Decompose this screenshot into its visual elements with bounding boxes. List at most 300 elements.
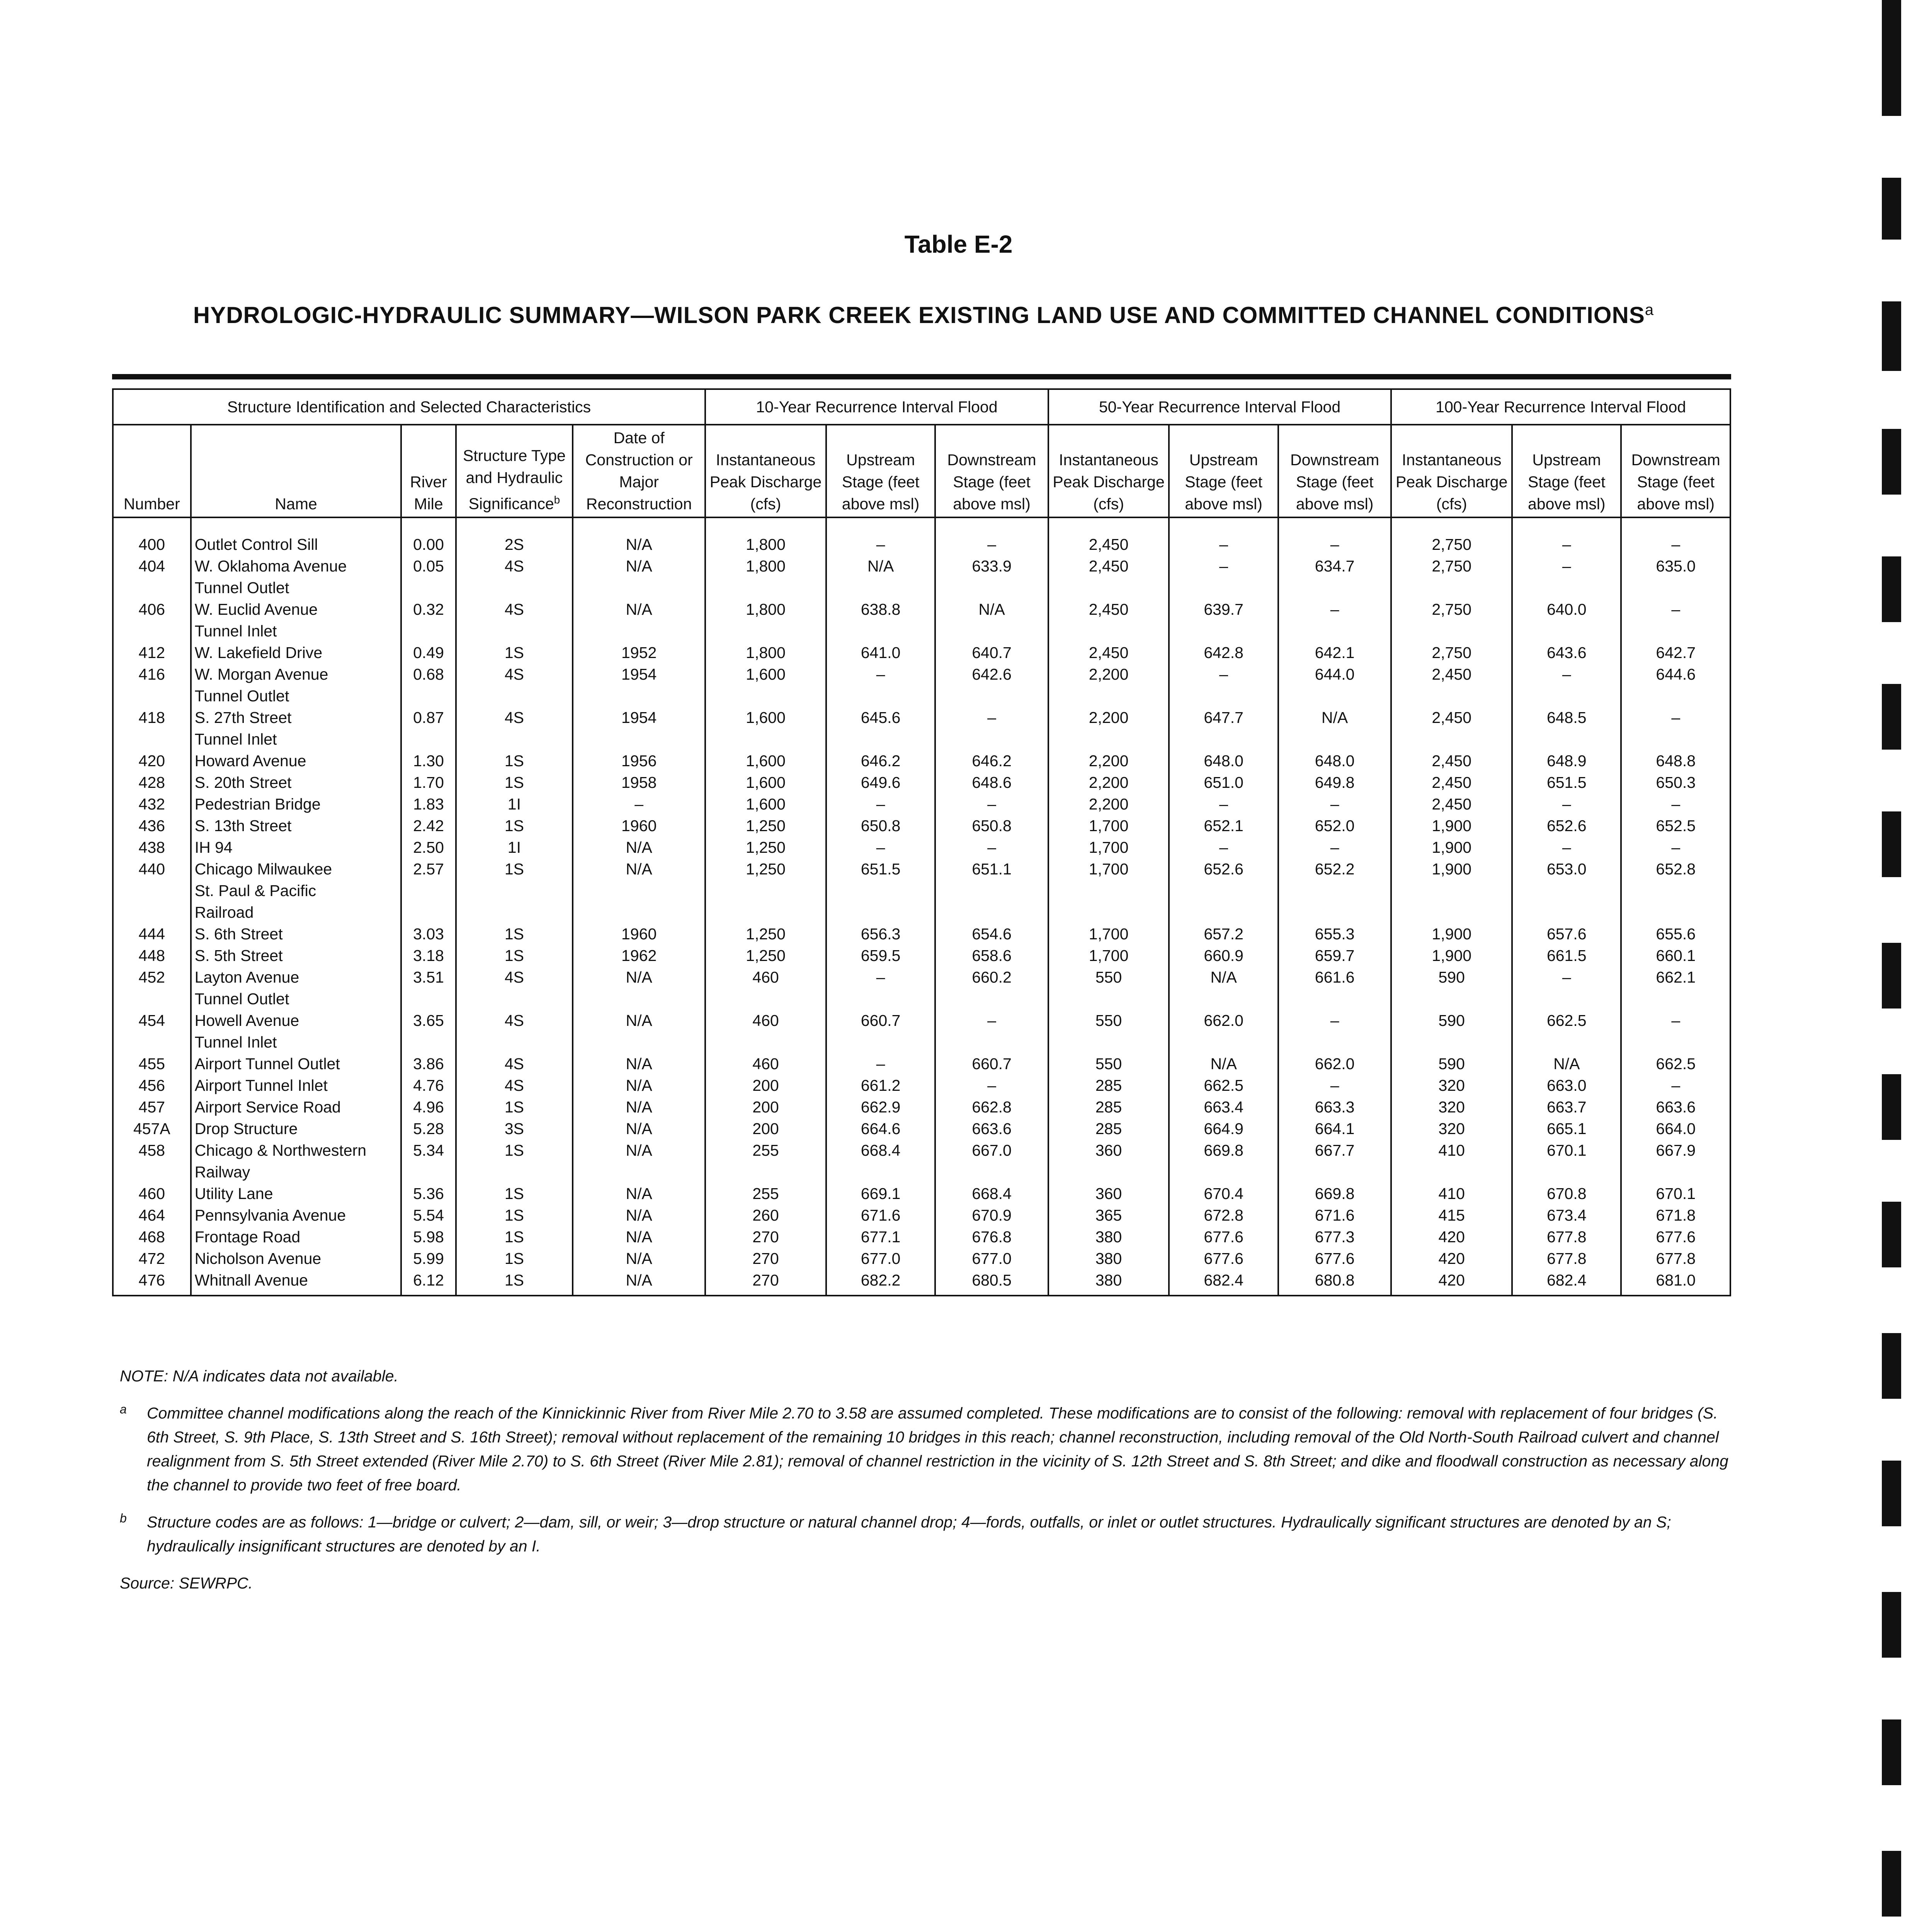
cell-number: 448 [113, 945, 191, 966]
cell-number: 458 [113, 1139, 191, 1183]
cell-date: – [573, 793, 705, 815]
margin-mark [1882, 178, 1901, 240]
structure-name: S. 13th Street [194, 817, 292, 835]
cell-river-mile: 4.96 [401, 1096, 456, 1118]
cell-upstream-100: 682.4 [1512, 1269, 1621, 1296]
cell-upstream-10: – [826, 517, 935, 555]
cell-downstream-10: N/A [935, 599, 1048, 642]
cell-discharge-100: 2,750 [1391, 599, 1512, 642]
cell-discharge-50: 380 [1048, 1226, 1169, 1248]
structure-name: Chicago & Northwestern [194, 1141, 367, 1159]
cell-upstream-10: 677.0 [826, 1248, 935, 1269]
col-header-upstream-10: Upstream Stage (feet above msl) [826, 425, 935, 517]
margin-mark [1882, 1074, 1901, 1140]
cell-number: 428 [113, 772, 191, 793]
cell-upstream-10: 646.2 [826, 750, 935, 772]
cell-river-mile: 5.98 [401, 1226, 456, 1248]
table-row [113, 923, 1730, 945]
structure-name: Nicholson Avenue [194, 1250, 321, 1267]
cell-downstream-10: 663.6 [935, 1118, 1048, 1139]
cell-upstream-50: N/A [1169, 966, 1278, 1010]
col-header-name: Name [191, 425, 401, 517]
cell-discharge-50: 1,700 [1048, 837, 1169, 858]
cell-upstream-10: 650.8 [826, 815, 935, 837]
cell-downstream-10: 650.8 [935, 815, 1048, 837]
cell-discharge-100: 420 [1391, 1269, 1512, 1296]
cell-number: 400 [113, 517, 191, 555]
cell-upstream-50: 652.1 [1169, 815, 1278, 837]
table-row [113, 1118, 1730, 1139]
cell-river-mile: 0.68 [401, 663, 456, 707]
structure-name-continued: Tunnel Inlet [194, 1033, 277, 1051]
cell-discharge-10: 1,250 [705, 945, 826, 966]
cell-name [191, 750, 401, 772]
structure-name: Frontage Road [194, 1228, 301, 1246]
cell-upstream-100: 677.8 [1512, 1248, 1621, 1269]
cell-downstream-100: 662.5 [1621, 1053, 1730, 1075]
cell-downstream-10: 651.1 [935, 858, 1048, 923]
cell-downstream-10: – [935, 517, 1048, 555]
cell-downstream-100: 681.0 [1621, 1269, 1730, 1296]
cell-discharge-50: 1,700 [1048, 858, 1169, 923]
cell-number: 452 [113, 966, 191, 1010]
cell-downstream-100: – [1621, 517, 1730, 555]
cell-discharge-50: 550 [1048, 966, 1169, 1010]
cell-downstream-50: 642.1 [1278, 642, 1391, 663]
cell-downstream-100: 670.1 [1621, 1183, 1730, 1204]
cell-name [191, 1226, 401, 1248]
structure-name: Howell Avenue [194, 1012, 299, 1029]
cell-upstream-50: 648.0 [1169, 750, 1278, 772]
cell-discharge-50: 360 [1048, 1139, 1169, 1183]
cell-upstream-50: 639.7 [1169, 599, 1278, 642]
cell-downstream-10: – [935, 707, 1048, 750]
col-header-structure-type [456, 425, 573, 517]
cell-name [191, 1248, 401, 1269]
cell-name [191, 1075, 401, 1096]
cell-structure-type: 1S [456, 1139, 573, 1183]
cell-discharge-50: 365 [1048, 1204, 1169, 1226]
cell-upstream-100: 670.1 [1512, 1139, 1621, 1183]
cell-downstream-10: 668.4 [935, 1183, 1048, 1204]
cell-downstream-50: 677.3 [1278, 1226, 1391, 1248]
cell-date: N/A [573, 599, 705, 642]
cell-structure-type: 1S [456, 1204, 573, 1226]
cell-name [191, 1183, 401, 1204]
structure-name: W. Lakefield Drive [194, 644, 323, 662]
cell-structure-type: 1S [456, 1269, 573, 1296]
cell-upstream-100: 677.8 [1512, 1226, 1621, 1248]
cell-discharge-50: 2,450 [1048, 555, 1169, 599]
cell-discharge-100: 1,900 [1391, 858, 1512, 923]
table-row [113, 1204, 1730, 1226]
structure-name: S. 27th Street [194, 709, 292, 726]
table-row [113, 707, 1730, 750]
footnote-a-mark: a [120, 1402, 127, 1416]
cell-name [191, 837, 401, 858]
cell-downstream-100: 671.8 [1621, 1204, 1730, 1226]
cell-discharge-100: 1,900 [1391, 837, 1512, 858]
cell-number: 420 [113, 750, 191, 772]
cell-upstream-100: 640.0 [1512, 599, 1621, 642]
cell-upstream-10: – [826, 966, 935, 1010]
structure-name-continued: Tunnel Inlet [194, 730, 277, 748]
footnote-a-text: Committee channel modifications along the reach of the Kinnickinnic River from River Mile 2.70 to 3.58 are assumed completed. These modifications are to consist of the following: removal with replacement of four bridges (S. 6th Street, S. 9th Place, S. 13th Street and S. 16th Street); removal without replacement of the remaining 10 bridges in this reach; channel reconstruction, including removal of the Old North-South Railroad culvert and channel realignment from S. 5th Street extended (River Mile 2.70) to S. 6th Street (River Mile 2.81); removal of channel restriction in the vicinity of S. 12th Street and S. 8th Street; and dike and floodwall construction as necessary along the channel to provide two feet of free board. [147, 1404, 1728, 1494]
structure-name: S. 6th Street [194, 925, 283, 943]
cell-downstream-50: – [1278, 1010, 1391, 1053]
cell-upstream-10: 660.7 [826, 1010, 935, 1053]
cell-structure-type: 4S [456, 966, 573, 1010]
cell-downstream-10: 662.8 [935, 1096, 1048, 1118]
cell-downstream-50: 634.7 [1278, 555, 1391, 599]
table-row [113, 1139, 1730, 1183]
table-subtitle [112, 301, 1735, 328]
cell-number: 440 [113, 858, 191, 923]
cell-upstream-50: 682.4 [1169, 1269, 1278, 1296]
cell-date: N/A [573, 1118, 705, 1139]
cell-discharge-100: 590 [1391, 1010, 1512, 1053]
cell-downstream-10: 670.9 [935, 1204, 1048, 1226]
margin-mark [1882, 1592, 1901, 1658]
cell-structure-type: 1S [456, 1226, 573, 1248]
cell-structure-type: 1S [456, 772, 573, 793]
cell-name [191, 1139, 401, 1183]
cell-structure-type: 4S [456, 1010, 573, 1053]
structure-name: Pedestrian Bridge [194, 795, 321, 813]
cell-date: N/A [573, 1183, 705, 1204]
structure-name: Airport Service Road [194, 1098, 341, 1116]
cell-downstream-50: 652.2 [1278, 858, 1391, 923]
cell-downstream-10: 642.6 [935, 663, 1048, 707]
cell-upstream-100: 673.4 [1512, 1204, 1621, 1226]
cell-upstream-100: 643.6 [1512, 642, 1621, 663]
cell-downstream-100: 677.6 [1621, 1226, 1730, 1248]
cell-downstream-50: N/A [1278, 707, 1391, 750]
cell-name [191, 599, 401, 642]
cell-discharge-10: 1,600 [705, 793, 826, 815]
cell-discharge-10: 1,800 [705, 599, 826, 642]
cell-number: 460 [113, 1183, 191, 1204]
cell-discharge-100: 2,750 [1391, 517, 1512, 555]
source-note: Source: SEWRPC. [120, 1574, 253, 1592]
cell-upstream-50: 647.7 [1169, 707, 1278, 750]
cell-discharge-100: 2,750 [1391, 642, 1512, 663]
cell-discharge-100: 2,450 [1391, 772, 1512, 793]
cell-river-mile: 2.42 [401, 815, 456, 837]
cell-date: N/A [573, 858, 705, 923]
cell-upstream-100: 663.0 [1512, 1075, 1621, 1096]
structure-name: Outlet Control Sill [194, 536, 318, 553]
cell-number: 418 [113, 707, 191, 750]
cell-date: 1960 [573, 815, 705, 837]
cell-river-mile: 1.83 [401, 793, 456, 815]
cell-discharge-100: 1,900 [1391, 923, 1512, 945]
margin-mark [1882, 684, 1901, 750]
cell-date: N/A [573, 1248, 705, 1269]
cell-river-mile: 2.50 [401, 837, 456, 858]
cell-upstream-50: 672.8 [1169, 1204, 1278, 1226]
cell-upstream-10: 645.6 [826, 707, 935, 750]
cell-upstream-100: N/A [1512, 1053, 1621, 1075]
cell-discharge-100: 2,450 [1391, 663, 1512, 707]
cell-number: 457 [113, 1096, 191, 1118]
col-header-discharge-50: Instantaneous Peak Discharge (cfs) [1048, 425, 1169, 517]
col-header-discharge-100: Instantaneous Peak Discharge (cfs) [1391, 425, 1512, 517]
cell-date: N/A [573, 1139, 705, 1183]
cell-downstream-100: 650.3 [1621, 772, 1730, 793]
cell-structure-type: 4S [456, 663, 573, 707]
cell-downstream-50: – [1278, 1075, 1391, 1096]
cell-upstream-100: – [1512, 966, 1621, 1010]
cell-name [191, 966, 401, 1010]
cell-number: 432 [113, 793, 191, 815]
cell-date: N/A [573, 1075, 705, 1096]
cell-downstream-100: – [1621, 1075, 1730, 1096]
cell-downstream-50: 661.6 [1278, 966, 1391, 1010]
hydraulic-summary-table [112, 388, 1731, 1296]
cell-downstream-100: – [1621, 599, 1730, 642]
structure-name: IH 94 [194, 838, 233, 856]
cell-upstream-50: 664.9 [1169, 1118, 1278, 1139]
cell-discharge-100: 2,750 [1391, 555, 1512, 599]
cell-downstream-50: 664.1 [1278, 1118, 1391, 1139]
cell-upstream-10: 669.1 [826, 1183, 935, 1204]
cell-downstream-10: – [935, 1010, 1048, 1053]
table-row [113, 750, 1730, 772]
cell-discharge-50: 1,700 [1048, 923, 1169, 945]
cell-upstream-10: 659.5 [826, 945, 935, 966]
cell-name [191, 1010, 401, 1053]
cell-discharge-10: 1,250 [705, 858, 826, 923]
cell-downstream-10: 667.0 [935, 1139, 1048, 1183]
cell-downstream-50: 652.0 [1278, 815, 1391, 837]
cell-number: 454 [113, 1010, 191, 1053]
structure-name: Airport Tunnel Inlet [194, 1077, 328, 1094]
cell-downstream-100: 662.1 [1621, 966, 1730, 1010]
cell-upstream-10: 668.4 [826, 1139, 935, 1183]
cell-river-mile: 0.00 [401, 517, 456, 555]
cell-discharge-100: 2,450 [1391, 793, 1512, 815]
cell-discharge-10: 1,600 [705, 772, 826, 793]
cell-upstream-100: 651.5 [1512, 772, 1621, 793]
cell-discharge-10: 1,600 [705, 707, 826, 750]
col-header-number: Number [113, 425, 191, 517]
cell-downstream-50: – [1278, 599, 1391, 642]
cell-upstream-50: – [1169, 663, 1278, 707]
cell-number: 456 [113, 1075, 191, 1096]
cell-upstream-50: 670.4 [1169, 1183, 1278, 1204]
structure-name-continued: Tunnel Inlet [194, 622, 277, 640]
table-row [113, 1226, 1730, 1248]
column-header-row [113, 425, 1730, 517]
footnote-b-mark: b [120, 1511, 127, 1525]
cell-discharge-10: 200 [705, 1075, 826, 1096]
notes-section [120, 1364, 1731, 1608]
cell-discharge-10: 255 [705, 1183, 826, 1204]
margin-mark [1882, 1719, 1901, 1785]
cell-upstream-50: N/A [1169, 1053, 1278, 1075]
structure-name: Whitnall Avenue [194, 1271, 308, 1289]
cell-upstream-100: – [1512, 663, 1621, 707]
cell-discharge-50: 285 [1048, 1096, 1169, 1118]
cell-downstream-10: 658.6 [935, 945, 1048, 966]
cell-downstream-50: 667.7 [1278, 1139, 1391, 1183]
cell-upstream-100: 665.1 [1512, 1118, 1621, 1139]
cell-discharge-50: 285 [1048, 1118, 1169, 1139]
cell-structure-type: 2S [456, 517, 573, 555]
structure-name: S. 20th Street [194, 774, 292, 791]
cell-downstream-10: 646.2 [935, 750, 1048, 772]
cell-structure-type: 1S [456, 815, 573, 837]
cell-downstream-10: 660.7 [935, 1053, 1048, 1075]
table-row [113, 517, 1730, 555]
cell-discharge-50: 550 [1048, 1010, 1169, 1053]
cell-downstream-100: – [1621, 1010, 1730, 1053]
cell-upstream-100: – [1512, 517, 1621, 555]
cell-discharge-50: 285 [1048, 1075, 1169, 1096]
cell-river-mile: 1.30 [401, 750, 456, 772]
cell-number: 436 [113, 815, 191, 837]
table-row [113, 1183, 1730, 1204]
cell-discharge-10: 1,600 [705, 663, 826, 707]
top-rule [112, 374, 1731, 379]
cell-discharge-10: 1,800 [705, 642, 826, 663]
cell-upstream-100: 648.9 [1512, 750, 1621, 772]
cell-structure-type: 4S [456, 555, 573, 599]
cell-downstream-100: 664.0 [1621, 1118, 1730, 1139]
group-header-structure: Structure Identification and Selected Characteristics [113, 389, 705, 425]
table-row [113, 663, 1730, 707]
cell-river-mile: 5.28 [401, 1118, 456, 1139]
cell-upstream-50: 677.6 [1169, 1226, 1278, 1248]
cell-discharge-50: 2,200 [1048, 750, 1169, 772]
cell-discharge-50: 2,450 [1048, 642, 1169, 663]
cell-upstream-50: – [1169, 793, 1278, 815]
cell-upstream-50: 660.9 [1169, 945, 1278, 966]
group-header-10yr: 10-Year Recurrence Interval Flood [705, 389, 1048, 425]
table-label: Table E-2 [904, 230, 1013, 258]
cell-upstream-10: 662.9 [826, 1096, 935, 1118]
cell-downstream-10: 648.6 [935, 772, 1048, 793]
cell-discharge-10: 1,250 [705, 815, 826, 837]
cell-discharge-10: 1,800 [705, 555, 826, 599]
cell-name [191, 1204, 401, 1226]
cell-structure-type: 4S [456, 599, 573, 642]
cell-number: 412 [113, 642, 191, 663]
cell-upstream-100: – [1512, 793, 1621, 815]
margin-mark [1882, 1333, 1901, 1399]
margin-mark [1882, 429, 1901, 495]
subtitle-footnote-mark: a [1645, 301, 1654, 318]
cell-name [191, 1118, 401, 1139]
cell-upstream-50: 662.0 [1169, 1010, 1278, 1053]
table-row [113, 1096, 1730, 1118]
cell-discharge-50: 550 [1048, 1053, 1169, 1075]
cell-upstream-100: 653.0 [1512, 858, 1621, 923]
col-header-downstream-50: Downstream Stage (feet above msl) [1278, 425, 1391, 517]
structure-name-continued: Tunnel Outlet [194, 687, 289, 705]
col-header-discharge-10: Instantaneous Peak Discharge (cfs) [705, 425, 826, 517]
structure-name-continued: Railway [194, 1163, 250, 1181]
cell-discharge-50: 2,450 [1048, 517, 1169, 555]
cell-name [191, 555, 401, 599]
cell-name [191, 1096, 401, 1118]
cell-discharge-10: 270 [705, 1226, 826, 1248]
cell-downstream-10: – [935, 1075, 1048, 1096]
structure-name: Chicago Milwaukee [194, 860, 332, 878]
cell-river-mile: 3.51 [401, 966, 456, 1010]
cell-upstream-50: 651.0 [1169, 772, 1278, 793]
cell-downstream-100: – [1621, 707, 1730, 750]
cell-downstream-10: 660.2 [935, 966, 1048, 1010]
cell-downstream-50: 663.3 [1278, 1096, 1391, 1118]
cell-discharge-100: 420 [1391, 1226, 1512, 1248]
cell-river-mile: 6.12 [401, 1269, 456, 1296]
cell-date: N/A [573, 1226, 705, 1248]
cell-downstream-10: 676.8 [935, 1226, 1048, 1248]
cell-downstream-50: – [1278, 517, 1391, 555]
cell-number: 406 [113, 599, 191, 642]
cell-name [191, 815, 401, 837]
table-body [113, 517, 1730, 1296]
cell-downstream-50: 659.7 [1278, 945, 1391, 966]
cell-discharge-10: 255 [705, 1139, 826, 1183]
structure-name: Airport Tunnel Outlet [194, 1055, 340, 1073]
cell-downstream-100: 642.7 [1621, 642, 1730, 663]
margin-mark [1882, 1202, 1901, 1267]
table-row [113, 1269, 1730, 1296]
col-header-downstream-10: Downstream Stage (feet above msl) [935, 425, 1048, 517]
cell-upstream-100: 657.6 [1512, 923, 1621, 945]
structure-name: Howard Avenue [194, 752, 306, 770]
cell-downstream-10: 654.6 [935, 923, 1048, 945]
cell-river-mile: 3.03 [401, 923, 456, 945]
cell-name [191, 707, 401, 750]
cell-upstream-50: 652.6 [1169, 858, 1278, 923]
table-row [113, 1010, 1730, 1053]
structure-name-continued: Tunnel Outlet [194, 579, 289, 597]
cell-river-mile: 0.49 [401, 642, 456, 663]
cell-downstream-10: – [935, 837, 1048, 858]
cell-downstream-100: 652.8 [1621, 858, 1730, 923]
cell-upstream-100: 652.6 [1512, 815, 1621, 837]
structure-name: Drop Structure [194, 1120, 298, 1138]
cell-discharge-10: 460 [705, 1053, 826, 1075]
cell-river-mile: 5.34 [401, 1139, 456, 1183]
cell-upstream-50: – [1169, 837, 1278, 858]
cell-upstream-10: 649.6 [826, 772, 935, 793]
cell-upstream-50: 642.8 [1169, 642, 1278, 663]
col-header-date: Date of Construction or Major Reconstruction [573, 425, 705, 517]
group-header-row [113, 389, 1730, 425]
cell-upstream-50: – [1169, 555, 1278, 599]
cell-river-mile: 5.36 [401, 1183, 456, 1204]
cell-discharge-50: 2,200 [1048, 793, 1169, 815]
table-row [113, 793, 1730, 815]
cell-river-mile: 0.87 [401, 707, 456, 750]
cell-discharge-10: 270 [705, 1248, 826, 1269]
cell-downstream-50: 644.0 [1278, 663, 1391, 707]
cell-discharge-100: 590 [1391, 1053, 1512, 1075]
structure-name: Pennsylvania Avenue [194, 1206, 346, 1224]
cell-number: 438 [113, 837, 191, 858]
structure-name-continued: St. Paul & Pacific [194, 882, 316, 900]
table-row [113, 555, 1730, 599]
cell-downstream-100: 677.8 [1621, 1248, 1730, 1269]
cell-downstream-100: 652.5 [1621, 815, 1730, 837]
cell-discharge-50: 2,200 [1048, 663, 1169, 707]
cell-name [191, 663, 401, 707]
